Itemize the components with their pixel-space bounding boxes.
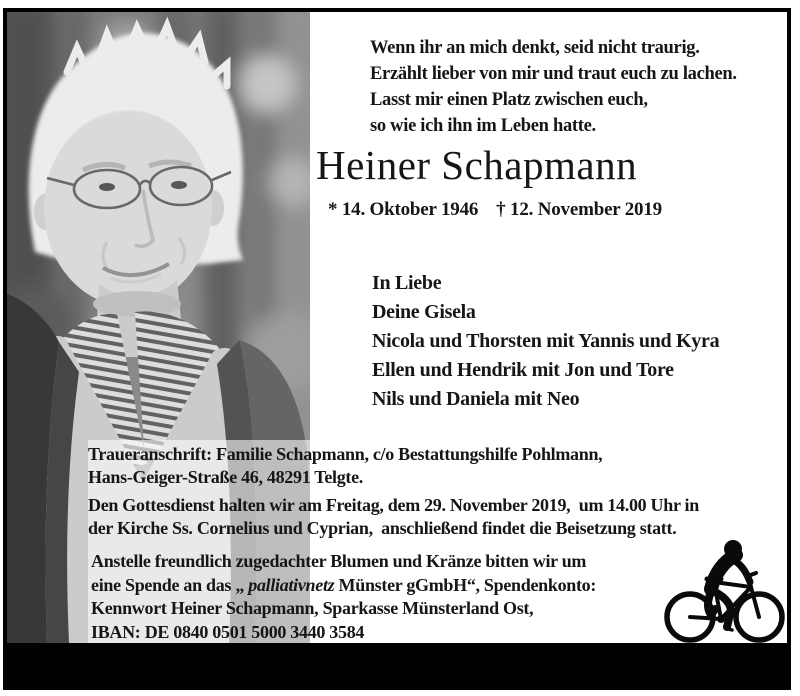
mourners-list <box>372 269 719 414</box>
notice-frame <box>3 8 791 690</box>
service-line: der Kirche Ss. Cornelius und Cyprian, anschließend findet die Beisetzung statt. <box>88 517 677 538</box>
mourner-line: In Liebe <box>372 272 442 294</box>
deceased-name: Heiner Schapmann <box>316 142 638 188</box>
portrait-illustration <box>7 12 310 643</box>
death-date: † 12. November 2019 <box>496 199 662 220</box>
donation-line: Kennwort Heiner Schapmann, Sparkasse Münsterland Ost, <box>91 598 534 618</box>
address-line: Hans-Geiger-Straße 46, 48291 Telgte. <box>88 466 364 487</box>
portrait-photo <box>7 12 310 643</box>
mourner-line: Nils und Daniela mit Neo <box>372 388 580 410</box>
birth-date: * 14. Oktober 1946 <box>328 199 479 220</box>
address-line: Traueranschrift: Familie Schapmann, c/o Bestattungshilfe Pohlmann, <box>88 444 603 464</box>
poem-line: so wie ich ihn im Leben hatte. <box>370 116 596 136</box>
notice-content <box>7 12 787 643</box>
donation-line: Anstelle freundlich zugedachter Blumen und Kränze bitten wir um <box>91 551 587 571</box>
mourner-line: Nicola und Thorsten mit Yannis und Kyra <box>372 330 720 352</box>
donation-text: eine Spende an das „ <box>91 574 249 595</box>
cyclist-icon <box>663 538 787 643</box>
donation-text: Münster gGmbH“, Spendenkonto: <box>334 574 597 595</box>
donation-line <box>91 574 596 598</box>
condolence-address <box>88 443 602 488</box>
service-info <box>88 494 699 539</box>
poem-line: Lasst mir einen Platz zwischen euch, <box>370 90 648 110</box>
mourner-line: Ellen und Hendrik mit Jon und Tore <box>372 359 674 381</box>
mourner-line: Deine Gisela <box>372 301 476 323</box>
iban-line: IBAN: DE 0840 0501 5000 3440 3584 <box>91 621 365 642</box>
memorial-poem <box>370 35 737 139</box>
poem-line: Wenn ihr an mich denkt, seid nicht traurig. <box>370 38 700 58</box>
poem-line: Erzählt lieber von mir und traut euch zu lachen. <box>370 64 737 84</box>
service-line: Den Gottesdienst halten wir am Freitag, dem 29. November 2019, um 14.00 Uhr in <box>88 495 699 515</box>
life-dates <box>328 199 662 221</box>
cyclist-silhouette <box>663 538 787 643</box>
donation-org-italic: palliativnetz <box>248 574 335 595</box>
donation-info <box>91 550 596 644</box>
